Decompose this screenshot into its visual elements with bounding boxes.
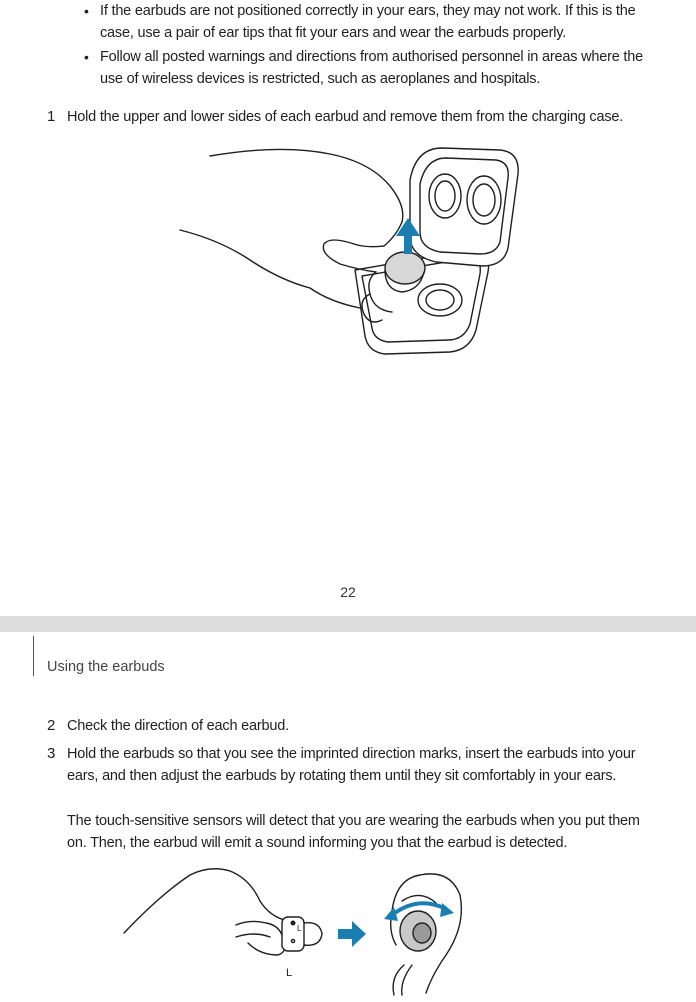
step-2-number: 2	[47, 717, 56, 734]
page-number: 22	[340, 584, 356, 600]
bullet-marker: •	[84, 3, 89, 19]
section-title: Using the earbuds	[47, 659, 165, 675]
bullet-marker: •	[84, 49, 89, 65]
step-3-note: The touch-sensitive sensors will detect that you are wearing the earbuds when you put them on. Then, the earbud will emit a sound informing you that the earbud is detected.	[67, 813, 640, 851]
remove-earbud-illustration	[170, 140, 530, 360]
step-1-number: 1	[47, 108, 56, 125]
step-3-number: 3	[47, 745, 56, 762]
step-1-text: Hold the upper and lower sides of each earbud and remove them from the charging case.	[67, 109, 624, 125]
insert-earbud-illustration	[120, 865, 470, 1002]
step-2-text: Check the direction of each earbud.	[67, 718, 289, 734]
warning-fit: If the earbuds are not positioned correctly in your ears, they may not work. If this is the case, use a pair of ear tips that fit your ears and wear the earbuds properly.	[100, 3, 636, 41]
page-separator	[0, 616, 696, 632]
earbud-left-label: L	[286, 967, 293, 979]
warning-restricted-areas: Follow all posted warnings and directions from authorised personnel in areas where the use of wireless devices is restricted, such as aeroplanes and hospitals.	[100, 49, 643, 87]
section-header-rule	[33, 636, 34, 676]
step-3-text: Hold the earbuds so that you see the imprinted direction marks, insert the earbuds into your ears, and then adjust the earbuds by rotating them until they sit comfortably in your ears.	[67, 746, 636, 784]
earbud-direction-mark: L	[297, 924, 302, 933]
